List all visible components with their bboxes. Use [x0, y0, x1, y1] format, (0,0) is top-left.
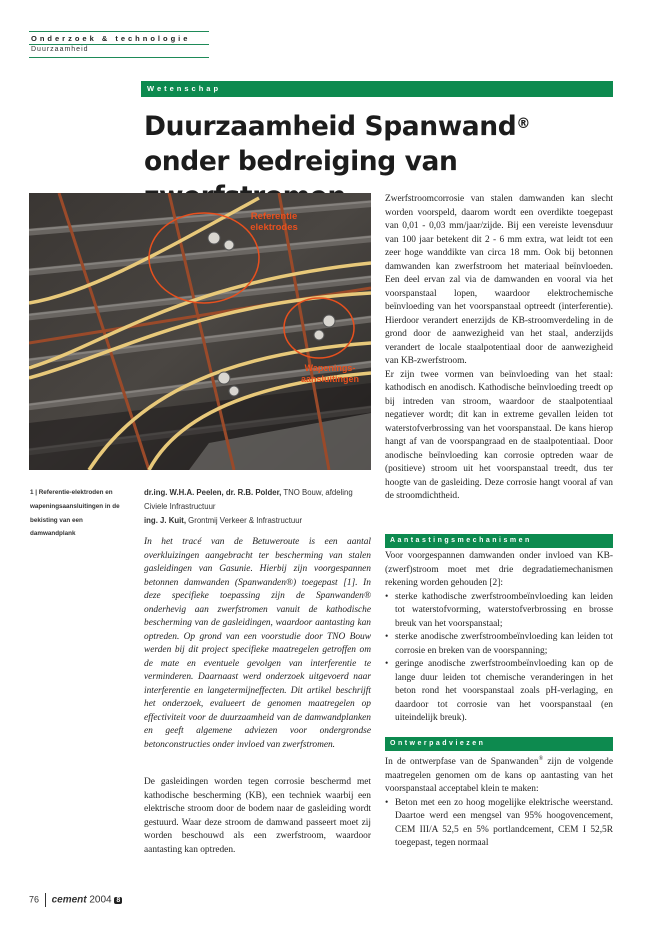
author-names-1: dr.ing. W.H.A. Peelen, dr. R.B. Polder, — [144, 488, 282, 497]
subheading-bar-ontwerpadviezen — [385, 737, 613, 751]
title-rest: onder bedreiging van — [144, 146, 458, 177]
header-section: Onderzoek & technologie — [31, 34, 191, 43]
body-paragraph-col1: De gasleidingen worden tegen corrosie beschermd met kathodische bescherming (KB), een techniek waarbij een elektrische stroom door de bodem naar de gasleiding wordt gestuurd. Waar deze stroom de damwand passeert moet zij worden beschouwd als een zwerfstroom, waardoor aantasting kan optreden. — [144, 777, 371, 855]
col2-paragraph-1: Zwerfstroomcorrosie van stalen damwanden kan slecht worden voorspeld, daarom wordt een overdikte toegepast van 0,01 - 0,03 mm/jaar/zijde. Bij een vereiste levensduur van 100 jaar betekent dit 2 - 6 mm extra, wat leidt tot een zeer hoge wanddikte van circa 18 mm. Ook bij betonnen damwanden kan zwerfstroom het materiaal beïnvloeden. Een deel ervan zal via de damwanden en vooral via het voorspanstaal lopen, waardoor elektrochemische beïnvloeding van het voorspanstaal optreedt (interferentie). Hierdoor verandert enerzijds de KB-stroomverdeling in de grond door de aanwezigheid van het staal, anderzijds verandert de locale staalpotentiaal door de aanwezigheid van KB-zwerfstroom. — [385, 194, 613, 366]
bullet-list-measures — [385, 797, 613, 851]
bullet-item: • sterke anodische zwerfstroombeïnvloeding kan leiden tot corrosie en breken van de voorspanning; — [395, 631, 613, 658]
footer-divider — [45, 893, 46, 907]
column-2-bottom — [385, 753, 613, 851]
page-footer — [29, 893, 122, 907]
title-registered-mark: ® — [516, 116, 530, 132]
author-names-2: ing. J. Kuit, — [144, 515, 187, 525]
col2-paragraph-4-rest: zijn de volgende maatregelen genomen om de kans op aantasting van het voorspanstaal acceptabel klein te maken: — [385, 757, 613, 795]
category-bar — [141, 81, 613, 97]
magazine-name: cement — [51, 894, 87, 906]
column-2-top — [385, 193, 613, 504]
photo-illustration — [29, 193, 371, 470]
col2-paragraph-4-start: In de ontwerpfase van de Spanwanden — [385, 757, 539, 768]
article-photo — [29, 193, 371, 470]
lead-paragraph: In het tracé van de Betuweroute is een aantal overkluizingen aangebracht ter bescherming van stalen gasleidingen van Gasunie. Hierbij zijn voorgespannen betonnen damwanden (Spanwanden®) toegepast [1]. In deze specifieke toepassing zijn de Spanwanden® onderhevig aan zwerfstromen vanuit de kathodische bescherming van de gasleidingen, waardoor aantasting kan optreden. Op grond van een voorstudie door TNO Bouw werden bij dit project specifieke maatregelen getroffen om de mate en eventuele gevolgen van interferentie te verminderen. Daarnaast werd onderzoek uitgevoerd naar interferentie en langetermijneffecten. Dit artikel beschrijft het onderzoek, evalueert de genomen maatregelen op effectiviteit voor de duurzaamheid van de damwandplanken en geeft algemene adviezen voor ondergrondse betonconstructies onder invloed van zwerfstromen. — [144, 537, 371, 750]
col2-paragraph-2: Er zijn twee vormen van beïnvloeding van het staal: kathodisch en anodisch. Kathodische beïnvloeding treedt op bij intreden van stroom, waardoor de staalpotentiaal negatiever wordt; dit kan in extreme gevallen leiden tot waterstofverbrossing van het voorspanstaal. De kans hierop hangt af van de voorspangraad en de staalpotentiaal. Door anodische beïnvloeding kan corrosie optreden waar de (positieve) stroom uit het voorspanstaal treedt, dus ter hoogte van de gasleiding. Deze corrosie hangt vooral af van de stroomdichtheid. — [385, 369, 613, 501]
header-rule-mid — [29, 44, 209, 45]
registered-mark: ® — [538, 756, 544, 762]
page-number: 76 — [29, 894, 40, 905]
header-rule-bottom — [29, 57, 209, 58]
authors — [144, 486, 371, 527]
category-label: Wetenschap — [147, 84, 222, 93]
col2-paragraph-3: Voor voorgespannen damwanden onder invloed van KB-(zwerf)stroom moet met drie degradatiemechanismen rekening worden gehouden [2]: — [385, 551, 613, 588]
photo-caption: 1 | Referentie-elektroden en wapeningsaansluitingen in de bekisting van een damwandplank — [30, 489, 120, 538]
author-org-2: Grontmij Verkeer & Infrastructuur — [186, 515, 303, 525]
magazine-year: 2004 — [89, 894, 112, 906]
subheading-aantastingsmechanismen: Aantastingsmechanismen — [390, 537, 532, 544]
photo-label-reference-electrodes: Referentie elektrodes — [250, 211, 298, 233]
author-org-1: TNO Bouw, afdeling Civiele Infrastructuur — [144, 488, 353, 511]
col2-paragraph-4 — [385, 753, 613, 797]
header-subsection: Duurzaamheid — [31, 46, 89, 53]
column-2-middle — [385, 550, 613, 726]
photo-label-rebar-connections: Wapenings-aansluitingen — [300, 363, 359, 384]
header-rule-top — [29, 31, 209, 32]
issue-badge: 8 — [116, 896, 121, 904]
subheading-ontwerpadviezen: Ontwerpadviezen — [390, 740, 486, 747]
subheading-bar-aantastingsmechanismen — [385, 534, 613, 548]
bullet-list-mechanisms — [385, 591, 613, 726]
title-main: Duurzaamheid Spanwand — [144, 111, 517, 142]
bullet-item: • Beton met een zo hoog mogelijke elektrische weerstand. Daartoe werd een mengsel van 95% hoogovencement, CEM III/A 52,5 en 5% portlandcement, CEM I 52,5R toegepast, tegen normaal — [395, 797, 613, 851]
bullet-item: • sterke kathodische zwerfstroombeïnvloeding kan leiden tot waterstofvorming, waterstofverbrossing en brosse breuk van het voorspanstaal; — [395, 591, 613, 632]
bullet-item: • geringe anodische zwerfstroombeïnvloeding kan op de lange duur leiden tot chemische veranderingen in het beton rond het voorspanstaal zoals pH-verlaging, en daardoor tot corrosie van het voorspanstaal (en uiteindelijk breuk). — [395, 658, 613, 726]
